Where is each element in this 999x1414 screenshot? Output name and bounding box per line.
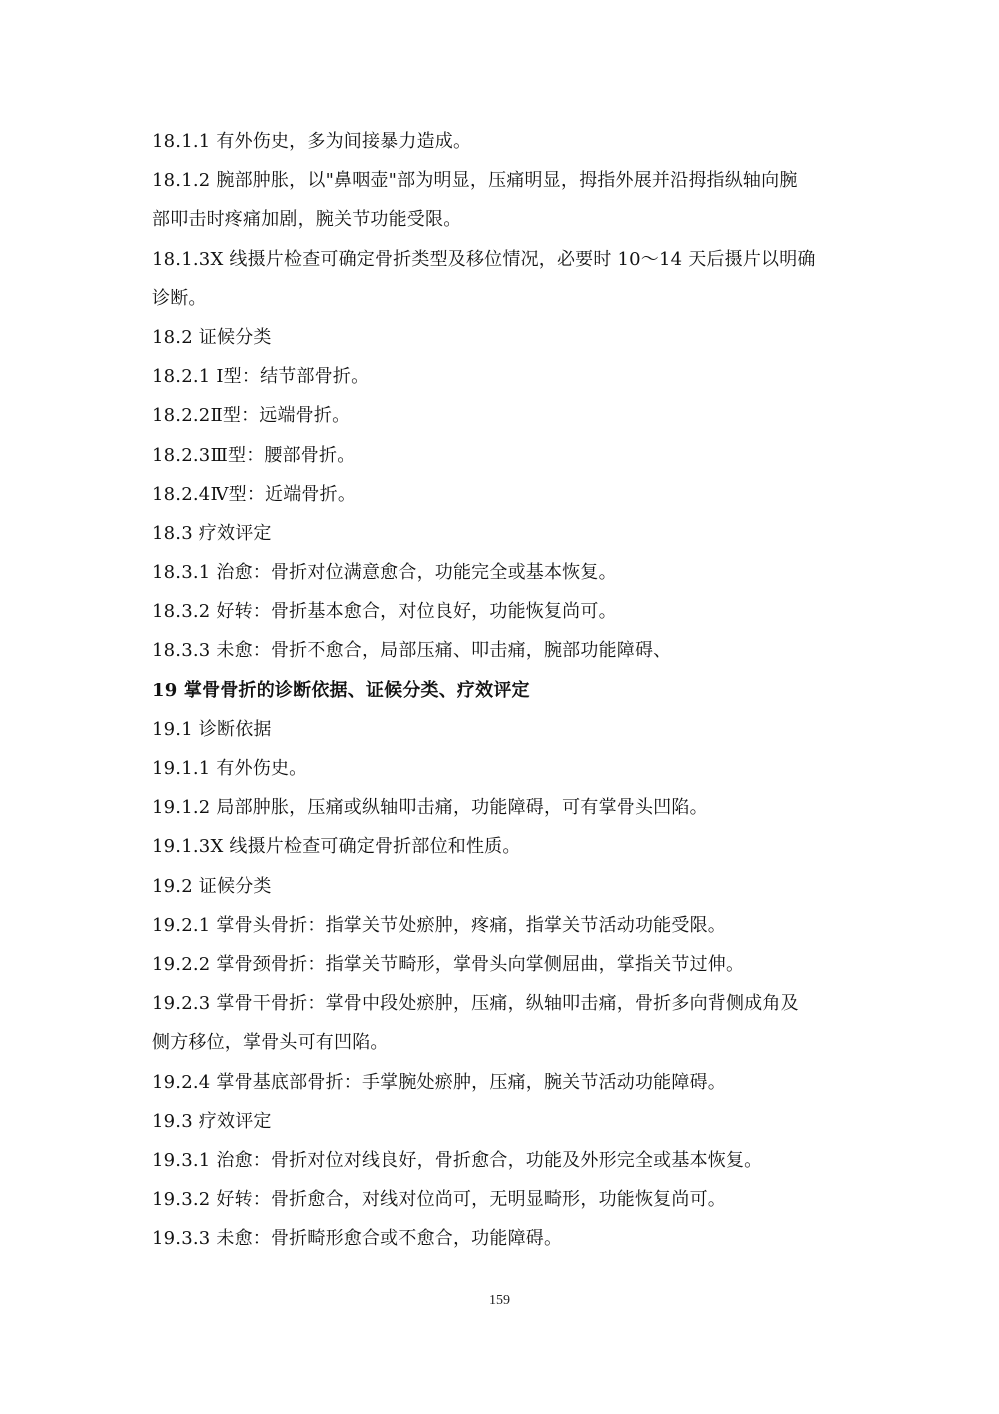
page-number: 159 (489, 1293, 510, 1308)
clause-18-1-2-line-2: 部叩击时疼痛加剧，腕关节功能受限。 (152, 209, 462, 231)
clause-19-3-2: 19.3.2 好转：骨折愈合，对线对位尚可，无明显畸形，功能恢复尚可。 (152, 1189, 726, 1211)
clause-18-2-1: 18.2.1 Ⅰ型：结节部骨折。 (152, 366, 370, 388)
clause-18-1-2-line-1: 18.1.2 腕部肿胀，以"鼻咽壶"部为明显，压痛明显，拇指外展并沿拇指纵轴向腕 (152, 170, 798, 192)
section-19-2-title: 19.2 证候分类 (152, 875, 272, 897)
section-18-3-title: 18.3 疗效评定 (152, 522, 272, 544)
clause-19-1-3: 19.1.3X 线摄片检查可确定骨折部位和性质。 (152, 836, 521, 858)
clause-18-3-2: 18.3.2 好转：骨折基本愈合，对位良好，功能恢复尚可。 (152, 601, 617, 623)
section-19-3-title: 19.3 疗效评定 (152, 1110, 272, 1132)
clause-19-2-3-line-2: 侧方移位，掌骨头可有凹陷。 (152, 1032, 389, 1054)
clause-19-1-2: 19.1.2 局部肿胀，压痛或纵轴叩击痛，功能障碍，可有掌骨头凹陷。 (152, 797, 708, 819)
section-19-1-title: 19.1 诊断依据 (152, 718, 272, 740)
clause-18-3-3: 18.3.3 未愈：骨折不愈合，局部压痛、叩击痛，腕部功能障碍、 (152, 640, 672, 662)
clause-18-1-1: 18.1.1 有外伤史，多为间接暴力造成。 (152, 131, 472, 152)
clause-19-2-4: 19.2.4 掌骨基底部骨折：手掌腕处瘀肿，压痛，腕关节活动功能障碍。 (152, 1071, 726, 1093)
chapter-19-heading: 19 掌骨骨折的诊断依据、证候分类、疗效评定 (152, 679, 530, 701)
clause-18-2-4: 18.2.4Ⅳ型：近端骨折。 (152, 483, 357, 505)
document-body (152, 122, 852, 1258)
clause-18-1-3-line-1: 18.1.3X 线摄片检查可确定骨折类型及移位情况，必要时 10～14 天后摄片以明确 (152, 248, 816, 270)
clause-18-2-3: 18.2.3Ⅲ型：腰部骨折。 (152, 444, 356, 466)
section-18-2-title: 18.2 证候分类 (152, 326, 272, 348)
clause-19-3-3: 19.3.3 未愈：骨折畸形愈合或不愈合，功能障碍。 (152, 1228, 563, 1250)
clause-19-2-2: 19.2.2 掌骨颈骨折：指掌关节畸形，掌骨头向掌侧屈曲，掌指关节过伸。 (152, 953, 745, 975)
clause-18-1-3-line-2: 诊断。 (152, 287, 207, 309)
clause-19-3-1: 19.3.1 治愈：骨折对位对线良好，骨折愈合，功能及外形完全或基本恢复。 (152, 1149, 763, 1171)
clause-19-2-1: 19.2.1 掌骨头骨折：指掌关节处瘀肿，疼痛，指掌关节活动功能受限。 (152, 914, 726, 936)
clause-18-3-1: 18.3.1 治愈：骨折对位满意愈合，功能完全或基本恢复。 (152, 562, 617, 584)
clause-19-1-1: 19.1.1 有外伤史。 (152, 758, 308, 779)
clause-19-2-3-line-1: 19.2.3 掌骨干骨折：掌骨中段处瘀肿，压痛，纵轴叩击痛，骨折多向背侧成角及 (152, 993, 799, 1015)
clause-18-2-2: 18.2.2Ⅱ型：远端骨折。 (152, 405, 351, 427)
